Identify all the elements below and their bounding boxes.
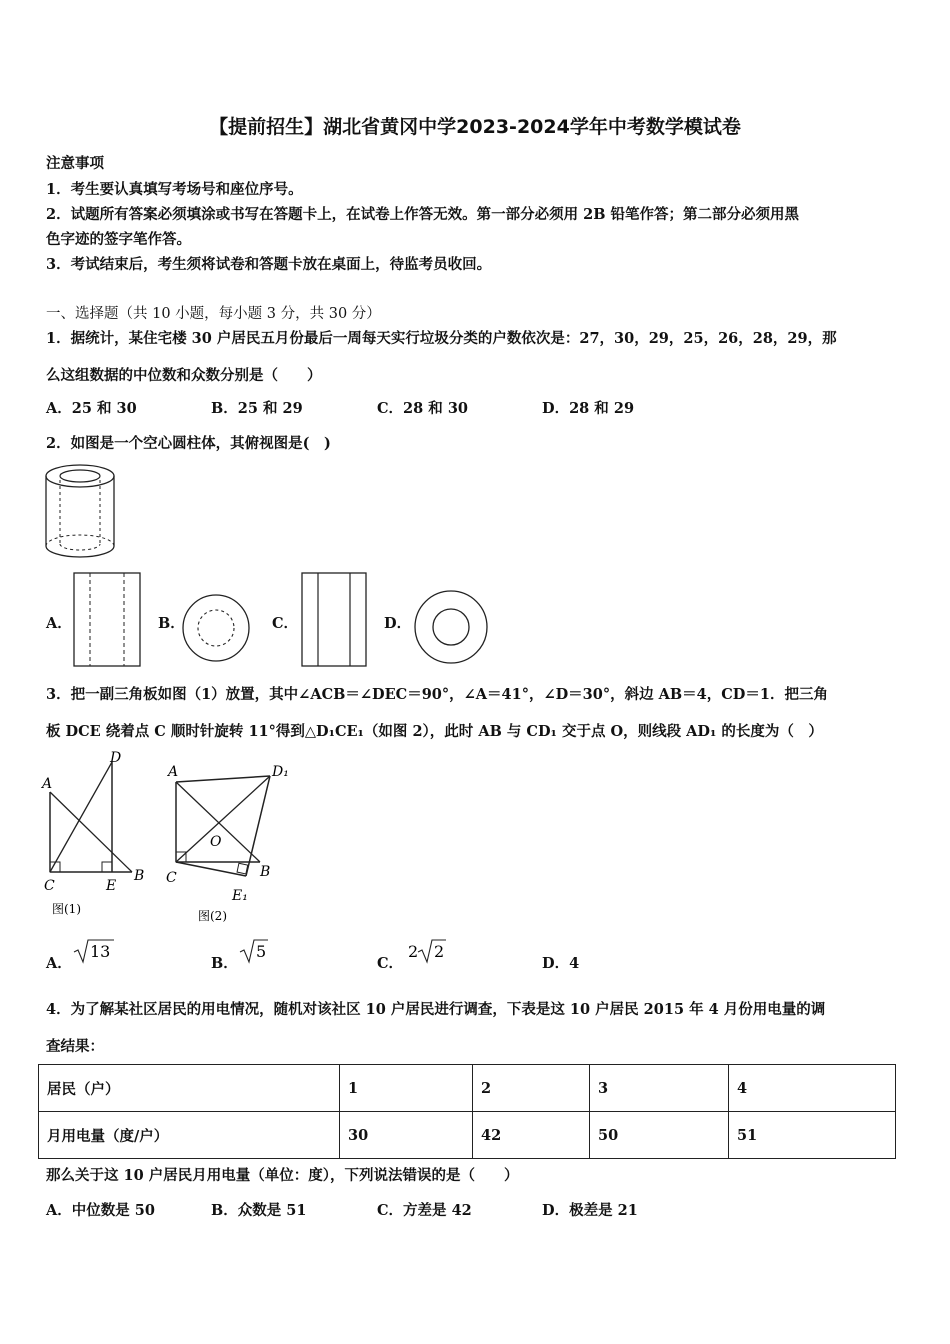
q4-option-d: D．极差是 21 [542,1202,638,1219]
table-row [39,1112,896,1159]
q4-option-c: C．方差是 42 [377,1202,472,1219]
svg-text:13: 13 [90,942,111,961]
table-cell: 51 [729,1112,896,1159]
label-b: B [260,864,271,880]
table-cell: 42 [473,1112,590,1159]
q4-option-a: A．中位数是 50 [46,1202,155,1219]
q3-figure-2 [162,756,292,930]
notice-item: 2．试题所有答案必须填涂或书写在答题卡上，在试卷上作答无效。第一部分必须用 2B 铅笔作答；第二部分必须用黑 [46,206,800,223]
table-cell: 1 [340,1065,473,1112]
label-e1: E₁ [232,888,248,904]
q3-option-d: D．4 [542,955,580,972]
notice-item: 1．考生要认真填写考场号和座位序号。 [46,181,303,198]
table-cell: 月用电量（度/户） [39,1112,340,1159]
table-cell: 50 [590,1112,729,1159]
q2-stem: 2．如图是一个空心圆柱体，其俯视图是( ) [46,435,331,452]
table-cell: 30 [340,1112,473,1159]
q2-option-d-label: D． [384,615,412,632]
label-c: C [166,870,177,886]
q2-option-d-figure [412,588,492,668]
q1-stem: 么这组数据的中位数和众数分别是（ ） [46,367,322,384]
svg-text:2: 2 [408,942,419,961]
label-a: A [42,776,53,792]
q4-stem: 查结果： [46,1038,104,1055]
q3-option-c-value [406,936,450,966]
q3-option-b-value [238,936,272,966]
page-title: 【提前招生】湖北省黄冈中学2023-2024学年中考数学模试卷 [209,116,741,138]
q1-option-c: C．28 和 30 [377,400,468,417]
q1-option-b: B．25 和 29 [211,400,303,417]
q1-stem: 1．据统计，某住宅楼 30 户居民五月份最后一周每天实行垃圾分类的户数依次是：27，30，29，25，26，28，29，那 [46,330,837,347]
label-d: D [110,750,122,766]
q4-option-b: B．众数是 51 [211,1202,307,1219]
q3-figure-1 [40,748,160,923]
data-table [38,1064,896,1159]
q2-option-b-figure [180,592,254,666]
q4-stem: 4．为了解某社区居民的用电情况，随机对该社区 10 户居民进行调查，下表是这 10 户居民 2015 年 4 月份用电量的调 [46,1001,826,1018]
q2-option-a-label: A． [46,615,72,632]
table-cell: 2 [473,1065,590,1112]
table-cell: 4 [729,1065,896,1112]
hollow-cylinder-figure [42,462,122,562]
q2-option-c-figure [300,572,370,668]
section-heading: 一、选择题（共 10 小题，每小题 3 分，共 30 分） [46,306,381,322]
notice-item: 3．考试结束后，考生须将试卷和答题卡放在桌面上，待监考员收回。 [46,256,492,273]
table-row [39,1065,896,1112]
q3-stem: 板 DCE 绕着点 C 顺时针旋转 11°得到△D₁CE₁（如图 2），此时 AB 与 CD₁ 交于点 O，则线段 AD₁ 的长度为（ ） [46,723,823,740]
label-b: B [134,868,145,884]
label-a: A [168,764,179,780]
notice-heading: 注意事项 [46,155,104,172]
figure-caption: 图(2) [198,909,227,923]
figure-caption: 图(1) [52,902,81,916]
q3-option-a-label: A． [46,955,72,972]
q3-option-a-value [72,936,116,966]
q3-stem: 3．把一副三角板如图（1）放置，其中∠ACB＝∠DEC＝90°，∠A＝41°，∠D＝30°，斜边 AB＝4，CD＝1．把三角 [46,686,828,703]
svg-text:2: 2 [434,942,445,961]
table-cell: 居民（户） [39,1065,340,1112]
q1-option-d: D．28 和 29 [542,400,635,417]
q4-stem: 那么关于这 10 户居民月用电量（单位：度），下列说法错误的是（ ） [46,1167,519,1184]
label-e: E [106,878,117,894]
q3-option-c-label: C． [377,955,404,972]
label-d1: D₁ [272,764,289,780]
q2-option-a-figure [72,572,142,668]
q2-option-b-label: B． [158,615,185,632]
notice-item: 色字迹的签字笔作答。 [46,231,191,248]
svg-text:5: 5 [256,942,267,961]
label-o: O [210,834,222,850]
label-c: C [44,878,55,894]
table-cell: 3 [590,1065,729,1112]
q2-option-c-label: C． [272,615,299,632]
q3-option-b-label: B． [211,955,238,972]
q1-option-a: A．25 和 30 [46,400,137,417]
